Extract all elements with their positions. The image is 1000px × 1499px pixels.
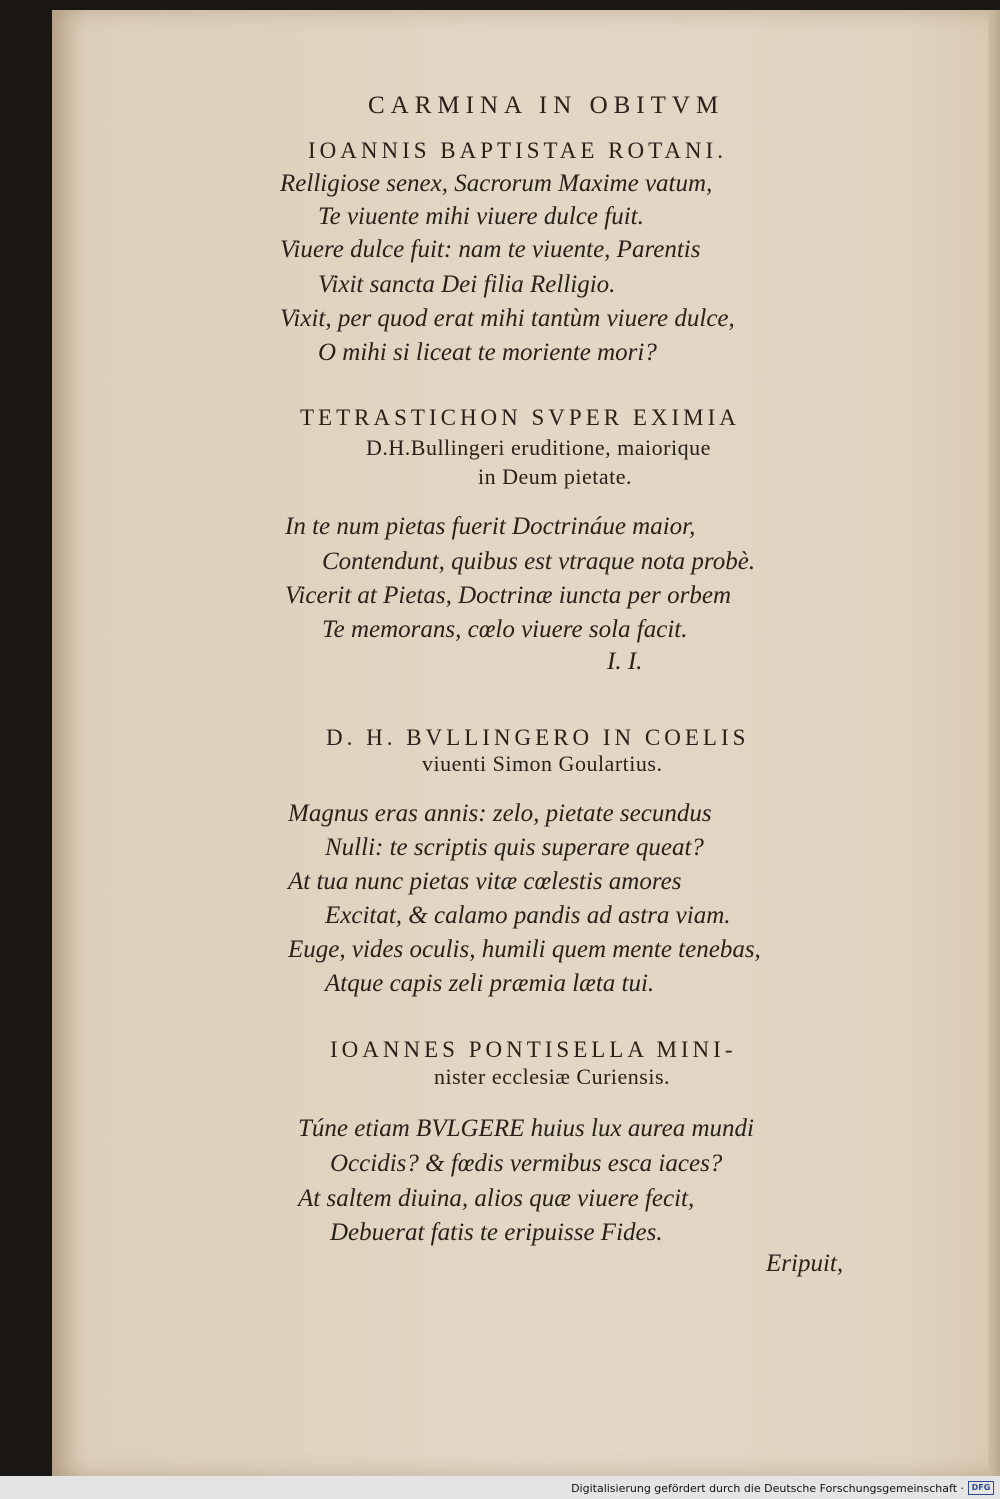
funding-notice: Digitalisierung gefördert durch die Deutsche Forschungsgemeinschaft ·: [571, 1482, 964, 1495]
poem-3-title: D. H. BVLLINGERO IN COELIS: [326, 725, 750, 750]
poem-3-verse: Nulli: te scriptis quis superare queat?: [325, 834, 704, 861]
poem-4-subtitle: nister ecclesiæ Curiensis.: [434, 1064, 671, 1089]
poem-4-verse: Occidis? & fœdis vermibus esca iaces?: [330, 1150, 723, 1177]
poem-3-verse: Atque capis zeli præmia læta tui.: [325, 970, 655, 997]
poem-1-verse: Relligiose senex, Sacrorum Maxime vatum,: [280, 170, 713, 197]
dfg-logo: DFG: [968, 1481, 994, 1495]
poem-3-verse: Euge, vides oculis, humili quem mente tenebas,: [288, 936, 761, 963]
poem-2-verse: Vicerit at Pietas, Doctrinæ iuncta per orbem: [285, 582, 731, 609]
catchword: Eripuit,: [766, 1250, 844, 1277]
poem-4-verse: Túne etiam BVLGERE huius lux aurea mundi: [298, 1115, 754, 1142]
poem-3-verse: At tua nunc pietas vitæ cœlestis amores: [288, 868, 682, 895]
poem-4-verse: At saltem diuina, alios quæ viuere fecit,: [298, 1185, 695, 1212]
poem-2-subtitle: D.H.Bullingeri eruditione, maiorique: [366, 435, 711, 460]
poem-4-title: IOANNES PONTISELLA MINI-: [330, 1037, 737, 1062]
poem-4-verse: Debuerat fatis te eripuisse Fides.: [330, 1219, 663, 1246]
poem-1-verse: O mihi si liceat te moriente mori?: [318, 339, 657, 366]
poem-2-verse: Contendunt, quibus est vtraque nota probè.: [322, 548, 756, 575]
poem-2-title: TETRASTICHON SVPER EXIMIA: [300, 405, 740, 430]
poem-3-verse: Magnus eras annis: zelo, pietate secundus: [288, 800, 712, 827]
poem-1-verse: Viuere dulce fuit: nam te viuente, Parentis: [280, 236, 701, 263]
poem-3-verse: Excitat, & calamo pandis ad astra viam.: [325, 902, 731, 929]
poem-1-verse: Vixit, per quod erat mihi tantùm viuere dulce,: [280, 305, 735, 332]
poem-1-title: IOANNIS BAPTISTAE ROTANI.: [308, 138, 727, 163]
poem-2-verse: In te num pietas fuerit Doctrináue maior,: [285, 513, 696, 540]
poem-1-verse: Te viuente mihi viuere dulce fuit.: [318, 203, 644, 230]
running-head: CARMINA IN OBITVM: [368, 92, 725, 119]
poem-2-subtitle: in Deum pietate.: [478, 464, 633, 489]
poem-2-verse: Te memorans, cœlo viuere sola facit.: [322, 616, 688, 643]
poem-2-signature: I. I.: [607, 648, 643, 675]
page-gutter: [988, 10, 1000, 1476]
poem-1-verse: Vixit sancta Dei filia Relligio.: [318, 271, 616, 298]
poem-3-subtitle: viuenti Simon Goulartius.: [422, 751, 663, 776]
